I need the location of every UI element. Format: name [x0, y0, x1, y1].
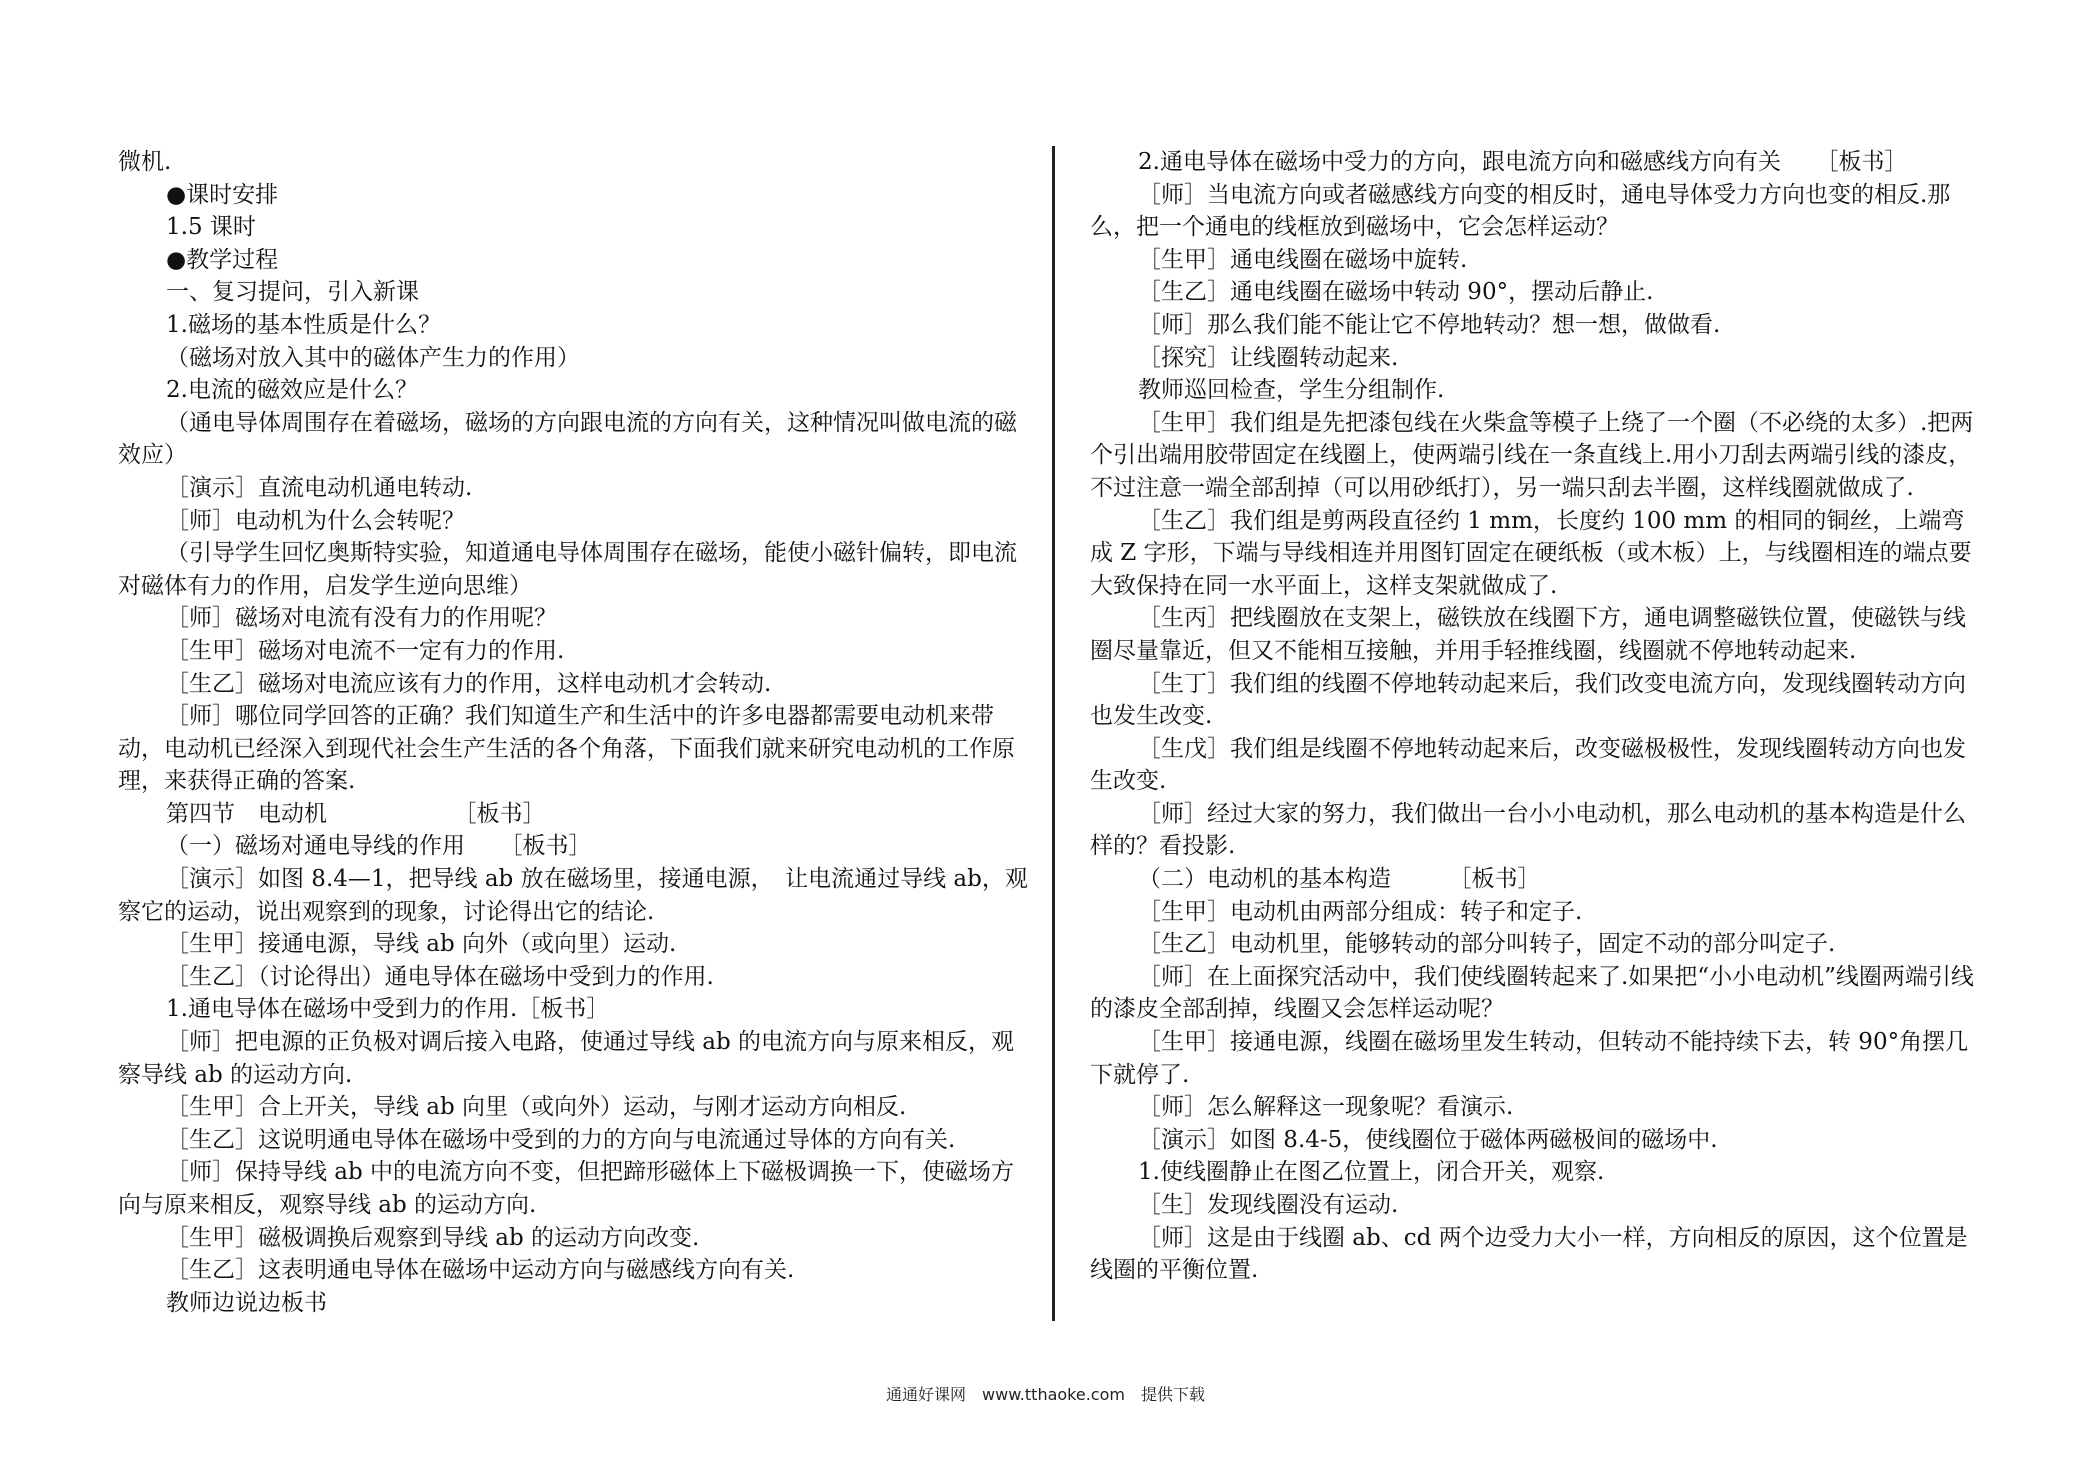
text-line: 2.通电导体在磁场中受力的方向，跟电流方向和磁感线方向有关 ［板书］: [1138, 149, 1908, 175]
text-line: 1.磁场的基本性质是什么？: [166, 311, 441, 338]
text-line: ［演示］直流电动机通电转动.: [166, 474, 473, 501]
text-line: ［师］磁场对电流有没有力的作用呢？: [166, 605, 557, 632]
text-line: ［生乙］（讨论得出）通电导体在磁场中受到力的作用.: [166, 963, 714, 990]
text-paragraph: ［师］哪位同学回答的正确？我们知道生产和生活中的许多电器都需要电动机来带动，电动机已经深入到现代社会生产生活的各个角落，下面我们就来研究电动机的工作原理，来获得正确的答案.: [118, 703, 1015, 795]
section-heading: （二）电动机的基本构造 ［板书］: [1138, 866, 1541, 893]
text-paragraph: ［生乙］我们组是剪两段直径约 1 mm，长度约 100 mm 的相同的铜丝，上端弯成 Z 字形，下端与导线相连并用图钉固定在硬纸板（或木板）上，与线圈相连的端点要大致保持在同一水平面上，这样支架就做成了.: [1090, 507, 1972, 599]
column-divider: [1052, 146, 1055, 1321]
text-line: ［生］发现线圈没有运动.: [1138, 1192, 1399, 1218]
text-line: 2.电流的磁效应是什么？: [166, 377, 418, 404]
text-paragraph: ［生丙］把线圈放在支架上，磁铁放在线圈下方，通电调整磁铁位置，使磁铁与线圈尽量靠近，但又不能相互接触，并用手轻推线圈，线圈就不停地转动起来.: [1090, 605, 1966, 664]
section-heading: （一）磁场对通电导线的作用 ［板书］: [166, 833, 592, 860]
text-paragraph: （通电导体周围存在着磁场，磁场的方向跟电流的方向有关，这种情况叫做电流的磁效应）: [118, 409, 1017, 469]
text-line: ［师］怎么解释这一现象呢？看演示.: [1138, 1094, 1514, 1121]
section-heading: 第四节 电动机 ［板书］: [166, 800, 546, 827]
right-column: [1090, 146, 1974, 1287]
text-line: 教师边说边板书: [166, 1289, 327, 1316]
text-paragraph: （引导学生回忆奥斯特实验，知道通电导体周围存在磁场，能使小磁针偏转，即电流对磁体有力的作用，启发学生逆向思维）: [118, 540, 1017, 599]
section-heading: ●课时安排: [166, 181, 279, 208]
page-footer: 通通好课网 www.tthaoke.com 提供下载: [886, 1385, 1205, 1404]
text-paragraph: ［生戊］我们组是线圈不停地转动起来后，改变磁极极性，发现线圈转动方向也发生改变.: [1090, 735, 1966, 795]
text-line: ［演示］如图 8.4-5，使线圈位于磁体两磁极间的磁场中.: [1138, 1126, 1718, 1153]
text-line: ［生甲］合上开关，导线 ab 向里（或向外）运动，与刚才运动方向相反.: [166, 1094, 907, 1121]
text-line: 1.5 课时: [166, 214, 256, 241]
text-line: ［探究］让线圈转动起来.: [1138, 344, 1399, 371]
text-line: ［生乙］磁场对电流应该有力的作用，这样电动机才会转动.: [166, 670, 772, 697]
section-heading: 一、复习提问，引入新课: [166, 279, 419, 306]
text-paragraph: ［演示］如图 8.4—1，把导线 ab 放在磁场里，接通电源， 让电流通过导线 ab，观察它的运动，说出观察到的现象，讨论得出它的结论.: [118, 866, 1028, 925]
text-line: 教师巡回检查，学生分组制作.: [1138, 377, 1445, 404]
text-paragraph: ［生甲］我们组是先把漆包线在火柴盒等模子上绕了一个圈（不必绕的太多）.把两个引出端用胶带固定在线圈上，使两端引线在一条直线上.用小刀刮去两端引线的漆皮，不过注意一端全部刮掉（可以用砂纸打），另一端只刮去半圈，这样线圈就做成了.: [1090, 409, 1974, 501]
text-line: 1.使线圈静止在图乙位置上，闭合开关，观察.: [1138, 1159, 1605, 1186]
text-line: （磁场对放入其中的磁体产生力的作用）: [166, 344, 580, 371]
text-line: ［师］那么我们能不能让它不停地转动？想一想，做做看.: [1138, 311, 1721, 338]
text-line: ［生乙］这表明通电导体在磁场中运动方向与磁感线方向有关.: [166, 1257, 795, 1284]
text-line: ［生甲］电动机由两部分组成：转子和定子.: [1138, 898, 1583, 925]
text-paragraph: ［师］在上面探究活动中，我们使线圈转起来了.如果把“小小电动机”线圈两端引线的漆皮全部刮掉，线圈又会怎样运动呢？: [1090, 963, 1974, 1023]
text-paragraph: ［生甲］接通电源，线圈在磁场里发生转动，但转动不能持续下去，转 90°角摆几下就停了.: [1090, 1029, 1969, 1088]
text-paragraph: ［生丁］我们组的线圈不停地转动起来后，我们改变电流方向，发现线圈转动方向也发生改变.: [1090, 670, 1966, 730]
text-line: 1.通电导体在磁场中受到力的作用.［板书］: [166, 996, 610, 1023]
text-line: 微机.: [118, 149, 172, 175]
text-paragraph: ［师］这是由于线圈 ab、cd 两个边受力大小一样，方向相反的原因，这个位置是线圈的平衡位置.: [1090, 1224, 1968, 1284]
text-paragraph: ［师］经过大家的努力，我们做出一台小小电动机，那么电动机的基本构造是什么样的？看投影.: [1090, 800, 1966, 860]
text-paragraph: ［师］当电流方向或者磁感线方向变的相反时，通电导体受力方向也变的相反.那么，把一个通电的线框放到磁场中，它会怎样运动？: [1090, 181, 1951, 241]
text-paragraph: ［师］保持导线 ab 中的电流方向不变，但把蹄形磁体上下磁极调换一下，使磁场方向与原来相反，观察导线 ab 的运动方向.: [118, 1159, 1015, 1218]
text-line: ［生乙］通电线圈在磁场中转动 90°，摆动后静止.: [1138, 279, 1654, 306]
text-line: ［生甲］磁极调换后观察到导线 ab 的运动方向改变.: [166, 1224, 700, 1251]
text-line: ［生乙］这说明通电导体在磁场中受到的力的方向与电流通过导体的方向有关.: [166, 1126, 956, 1153]
text-line: ［生甲］磁场对电流不一定有力的作用.: [166, 637, 565, 664]
text-paragraph: ［师］把电源的正负极对调后接入电路，使通过导线 ab 的电流方向与原来相反，观察导线 ab 的运动方向.: [118, 1029, 1015, 1088]
text-line: ［生乙］电动机里，能够转动的部分叫转子，固定不动的部分叫定子.: [1138, 931, 1836, 958]
text-line: ［生甲］接通电源，导线 ab 向外（或向里）运动.: [166, 931, 677, 958]
text-line: ［师］电动机为什么会转呢？: [166, 507, 465, 534]
section-heading: ●教学过程: [166, 246, 279, 273]
text-line: ［生甲］通电线圈在磁场中旋转.: [1138, 246, 1468, 273]
left-column: [118, 146, 1030, 1319]
